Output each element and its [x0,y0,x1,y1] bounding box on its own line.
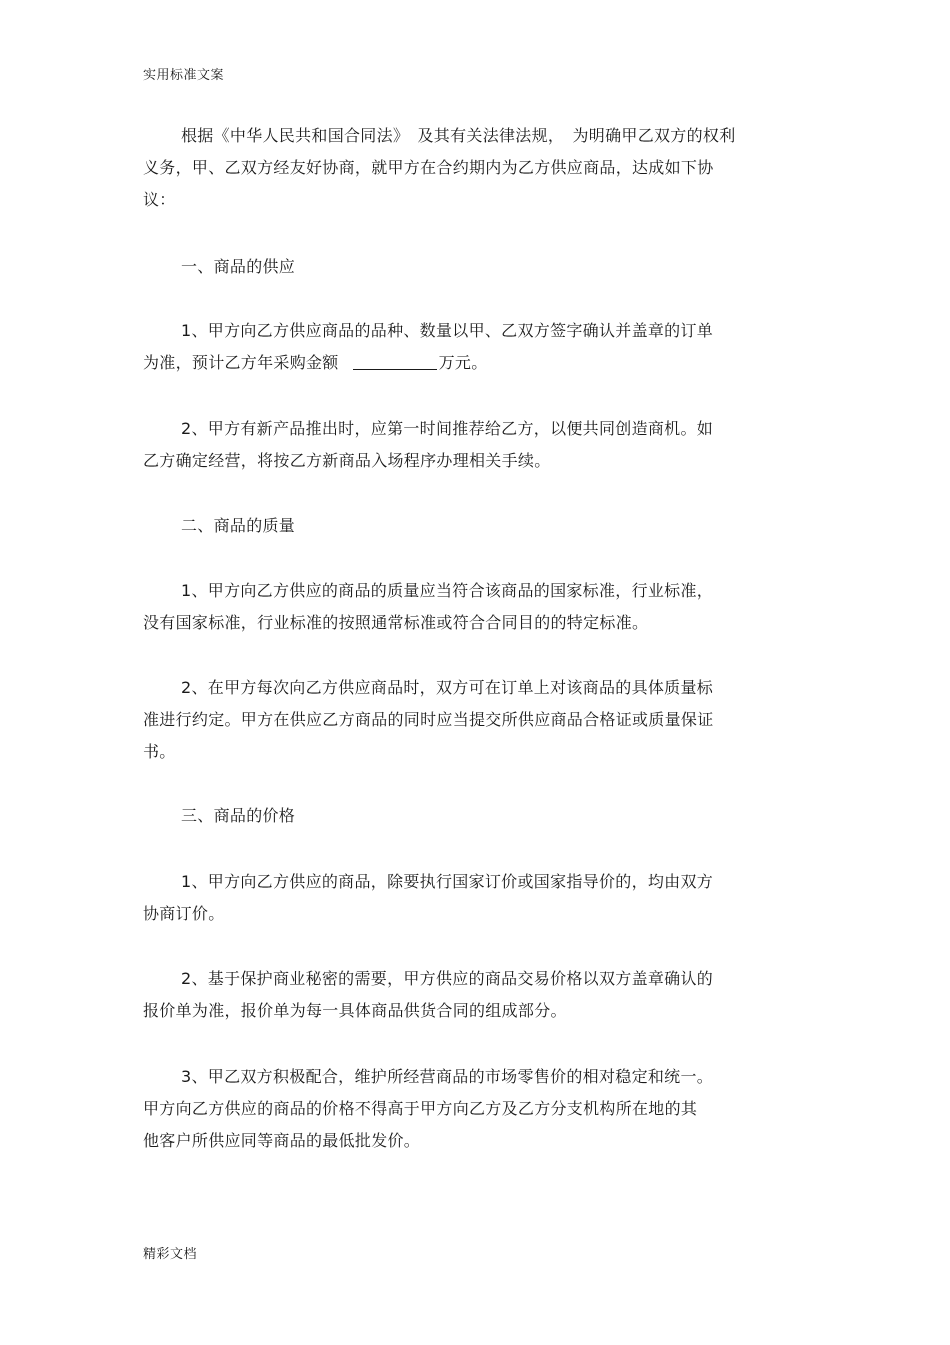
section2-heading: 二、商品的质量 [181,516,296,535]
quality-clause-2-line-3: 书。 [143,742,176,761]
quality-clause-2-line-1: 2、在甲方每次向乙方供应商品时，双方可在订单上对该商品的具体质量标 [181,678,714,697]
supply-clause-1-unit: 万元。 [438,353,488,372]
intro-line-2: 义务，甲、乙双方经友好协商，就甲方在合约期内为乙方供应商品，达成如下协 [143,158,714,177]
price-clause-1 [143,866,803,930]
section-heading-quality [143,510,803,542]
amount-blank-field[interactable] [353,351,437,370]
quality-clause-2-line-2: 准进行约定。甲方在供应乙方商品的同时应当提交所供应商品合格证或质量保证 [143,710,714,729]
quality-clause-1 [143,575,803,639]
supply-clause-2 [143,413,803,477]
price-clause-3-line-3: 他客户所供应同等商品的最低批发价。 [143,1131,421,1150]
section3-heading: 三、商品的价格 [181,806,296,825]
section-heading-price [143,800,803,832]
price-clause-3-line-1: 3、甲乙双方积极配合，维护所经营商品的市场零售价的相对稳定和统一。 [181,1067,714,1086]
price-clause-2 [143,963,803,1027]
price-clause-2-line-2: 报价单为准，报价单为每一具体商品供货合同的组成部分。 [143,1001,567,1020]
supply-clause-1-text: 为准，预计乙方年采购金额 [143,353,339,372]
page-header: 实用标准文案 [143,68,225,83]
quality-clause-2 [143,672,803,768]
intro-line-3: 议： [143,190,176,209]
supply-clause-1 [143,315,803,379]
supply-clause-1-line-2 [143,347,803,379]
quality-clause-1-line-1: 1、甲方向乙方供应的商品的质量应当符合该商品的国家标准，行业标准， [181,581,714,600]
page-footer: 精彩文档 [143,1247,198,1262]
price-clause-1-line-2: 协商订价。 [143,904,225,923]
price-clause-2-line-1: 2、基于保护商业秘密的需要，甲方供应的商品交易价格以双方盖章确认的 [181,969,714,988]
intro-paragraph [143,120,803,216]
supply-clause-2-line-1: 2、甲方有新产品推出时，应第一时间推荐给乙方，以便共同创造商机。如 [181,419,714,438]
supply-clause-1-line-1: 1、甲方向乙方供应商品的品种、数量以甲、乙双方签字确认并盖章的订单 [181,321,714,340]
section1-heading: 一、商品的供应 [181,257,296,276]
section-heading-supply [143,251,803,283]
price-clause-3 [143,1061,803,1157]
price-clause-1-line-1: 1、甲方向乙方供应的商品，除要执行国家订价或国家指导价的，均由双方 [181,872,714,891]
price-clause-3-line-2: 甲方向乙方供应的商品的价格不得高于甲方向乙方及乙方分支机构所在地的其 [143,1099,698,1118]
supply-clause-2-line-2: 乙方确定经营，将按乙方新商品入场程序办理相关手续。 [143,451,551,470]
quality-clause-1-line-2: 没有国家标准，行业标准的按照通常标准或符合合同目的的特定标准。 [143,613,649,632]
intro-line-1: 根据《中华人民共和国合同法》 及其有关法律法规， 为明确甲乙双方的权利 [181,126,736,145]
